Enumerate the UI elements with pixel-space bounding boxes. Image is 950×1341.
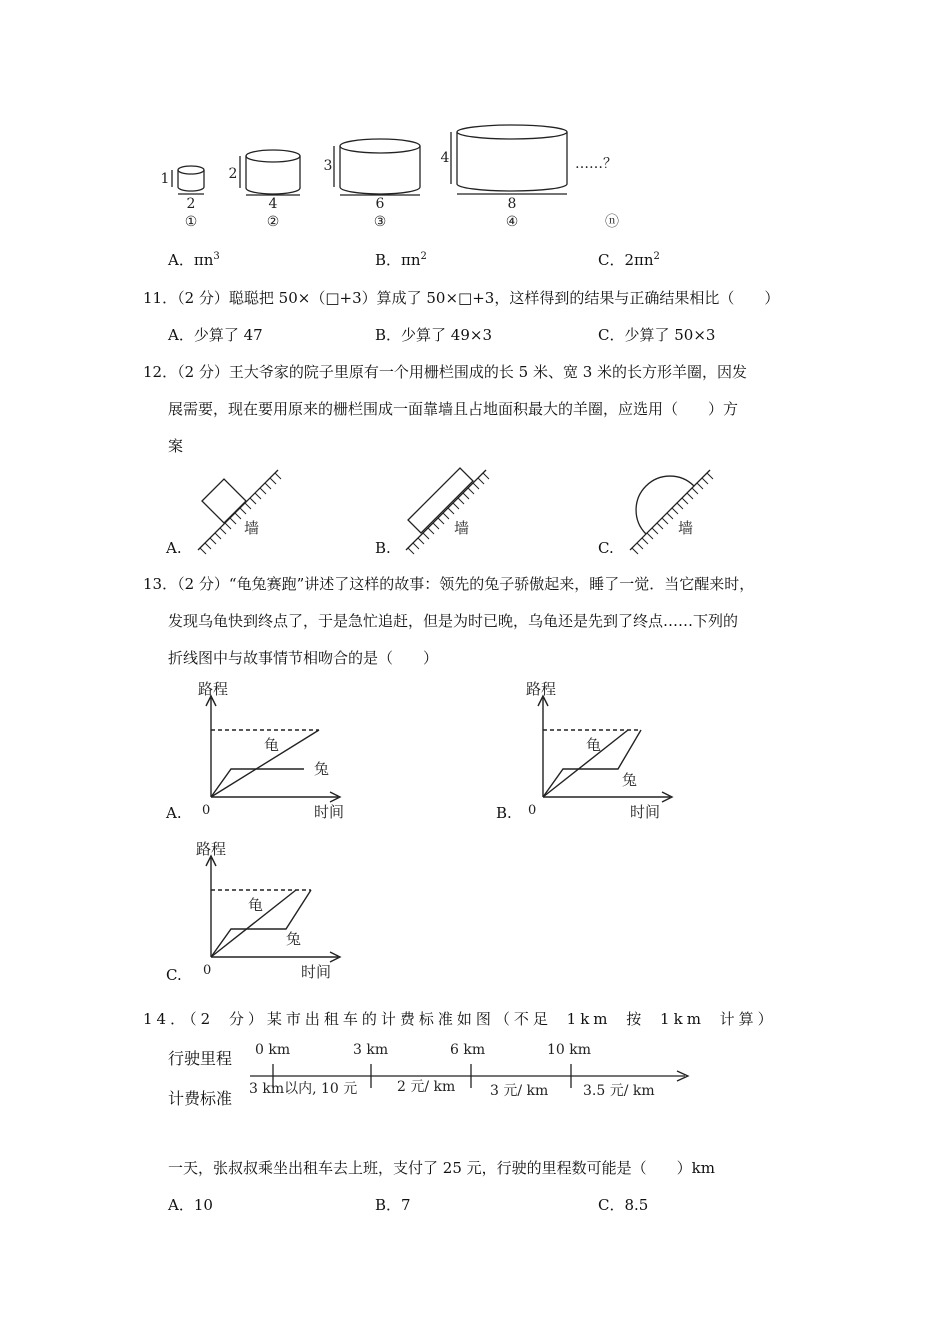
- svg-text:路程: 路程: [198, 680, 229, 698]
- n-index: ⓝ: [605, 214, 619, 230]
- svg-text:兔: 兔: [622, 771, 638, 789]
- wall-hatching: [200, 473, 281, 554]
- q13-line1: 13．（2 分）“龟兔赛跑”讲述了这样的故事：领先的兔子骄傲起来，睡了一觉．当它醒来时，: [143, 575, 755, 593]
- q10-option-c[interactable]: C．$2\pi n^2$: [598, 251, 660, 269]
- wall-label-c: 墙: [678, 519, 694, 537]
- svg-text:0: 0: [203, 963, 212, 978]
- q14-row1-label: 行驶里程: [168, 1049, 233, 1068]
- ellipsis-text: ……？: [575, 156, 617, 172]
- wall-hatching: [408, 473, 489, 554]
- q13-option-c[interactable]: C.: [166, 966, 182, 984]
- cyl1-width: 2: [186, 196, 196, 212]
- q14-question: 一天，张叔叔乘坐出租车去上班，支付了 25 元，行驶的里程数可能是（ ）km: [168, 1159, 715, 1177]
- q12-option-b[interactable]: B.: [375, 539, 391, 557]
- q12-line2: 展需要，现在要用原来的栅栏围成一面靠墙且占地面积最大的羊圈，应选用（ ）方: [168, 400, 739, 418]
- cyl4-width: 8: [507, 196, 517, 212]
- q11-option-b[interactable]: B．少算了 49×3: [375, 326, 492, 344]
- q12-line3: 案: [168, 437, 184, 455]
- cylinder-sequence-figure: [150, 118, 650, 230]
- svg-text:龟: 龟: [248, 896, 264, 914]
- q10-option-b[interactable]: B．$\pi n^2$: [375, 251, 427, 269]
- wall-label-b: 墙: [454, 519, 470, 537]
- fee-label-3: 3 元/ km: [490, 1083, 549, 1099]
- q13-graph-c: [186, 832, 366, 982]
- q13-line2: 发现乌龟快到终点了，于是急忙追赶，但是为时已晚，乌龟还是先到了终点……下列的: [168, 612, 739, 630]
- q13-line3: 折线图中与故事情节相吻合的是（ ）: [168, 649, 439, 667]
- q13-option-a[interactable]: A.: [166, 804, 182, 822]
- q13-graph-a: [186, 672, 366, 822]
- svg-text:路程: 路程: [196, 840, 227, 858]
- q14-row2-label: 计费标准: [168, 1089, 233, 1108]
- q12-figure-a: [190, 465, 290, 555]
- svg-text:时间: 时间: [314, 803, 345, 821]
- svg-text:时间: 时间: [630, 803, 661, 821]
- svg-text:龟: 龟: [264, 736, 280, 754]
- q12-figure-b: [398, 465, 498, 555]
- q13-graph-b: [518, 672, 698, 822]
- fee-label-1: 3 km以内, 10 元: [249, 1081, 358, 1097]
- q14-option-c[interactable]: C．8.5: [598, 1196, 649, 1214]
- wall-hatching: [632, 473, 713, 554]
- q12-line1: 12．（2 分）王大爷家的院子里原有一个用栅栏围成的长 5 米、宽 3 米的长方形羊圈，因发: [143, 363, 748, 381]
- q14-fare-axis: [245, 1036, 695, 1106]
- cyl4-index: ④: [505, 214, 519, 230]
- cyl2-index: ②: [266, 214, 280, 230]
- q14-option-b[interactable]: B．7: [375, 1196, 411, 1214]
- fee-label-4: 3.5 元/ km: [583, 1083, 655, 1099]
- q10-option-a[interactable]: A．$\pi n^3$: [168, 251, 220, 269]
- cyl1-index: ①: [184, 214, 198, 230]
- cyl2-width: 4: [268, 196, 278, 212]
- cyl3-index: ③: [373, 214, 387, 230]
- svg-text:龟: 龟: [586, 736, 602, 754]
- km-label-10: 10 km: [547, 1042, 592, 1058]
- wall-label-a: 墙: [244, 519, 260, 537]
- q11-option-a[interactable]: A．少算了 47: [168, 326, 263, 344]
- svg-text:0: 0: [528, 803, 537, 818]
- svg-text:兔: 兔: [286, 930, 302, 948]
- fee-label-2: 2 元/ km: [397, 1079, 456, 1095]
- q12-figure-c: [622, 465, 722, 555]
- svg-text:路程: 路程: [526, 680, 557, 698]
- svg-text:兔: 兔: [314, 760, 330, 778]
- cyl1-height: 1: [160, 171, 170, 187]
- svg-text:0: 0: [202, 803, 211, 818]
- q11-option-c[interactable]: C．少算了 50×3: [598, 326, 716, 344]
- km-label-3: 3 km: [353, 1042, 389, 1058]
- cyl4-height: 4: [440, 150, 450, 166]
- cyl3-height: 3: [323, 158, 333, 174]
- cyl2-height: 2: [228, 166, 238, 182]
- q14-option-a[interactable]: A．10: [168, 1196, 213, 1214]
- km-label-0: 0 km: [255, 1042, 291, 1058]
- q12-option-a[interactable]: A.: [166, 539, 182, 557]
- q11-stem: 11．（2 分）聪聪把 50×（□+3）算成了 50×□+3，这样得到的结果与正确结果相比（ ）: [143, 289, 780, 307]
- q12-option-c[interactable]: C.: [598, 539, 614, 557]
- svg-text:时间: 时间: [301, 963, 332, 981]
- km-label-6: 6 km: [450, 1042, 486, 1058]
- cyl3-width: 6: [375, 196, 385, 212]
- q14-stem: 14．（2 分）某市出租车的计费标准如图（不足 1km 按 1km 计算）: [143, 1010, 777, 1028]
- q13-option-b[interactable]: B.: [496, 804, 512, 822]
